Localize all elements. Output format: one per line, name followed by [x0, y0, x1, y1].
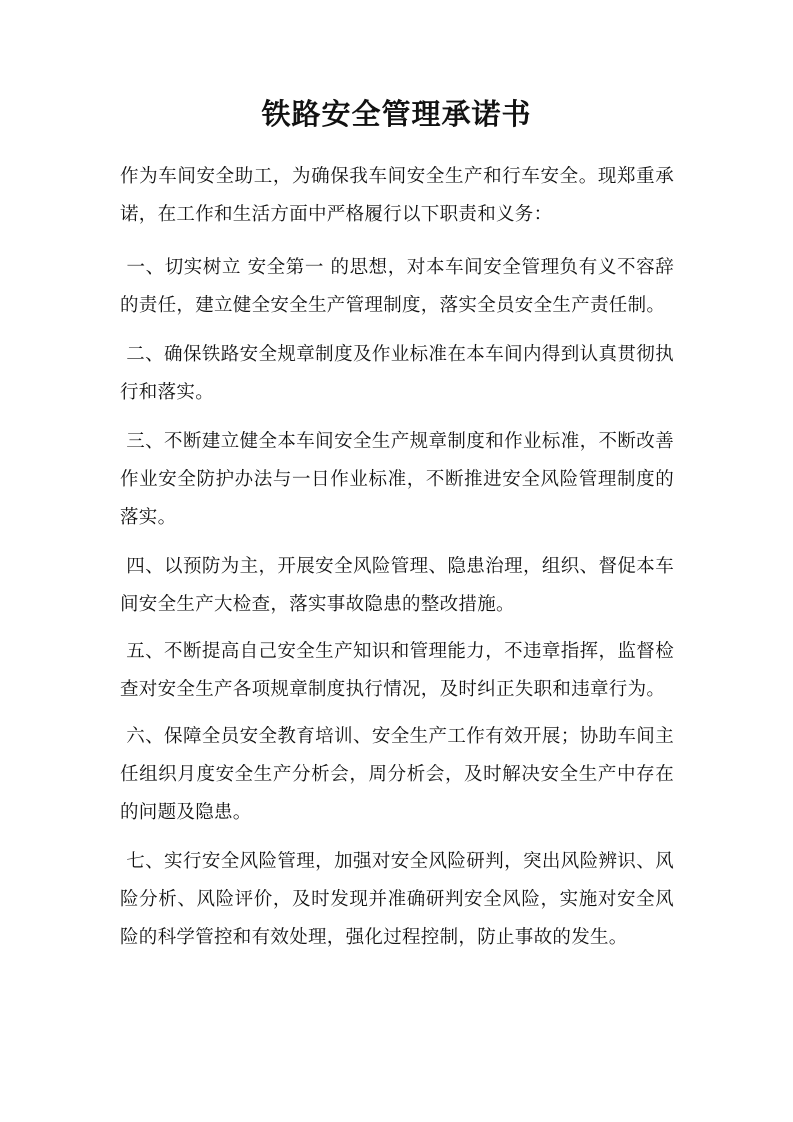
commitment-item-2: 二、确保铁路安全规章制度及作业标准在本车间内得到认真贯彻执行和落实。 — [120, 344, 675, 403]
commitment-item-7: 七、实行安全风险管理，加强对安全风险研判，突出风险辨识、风险分析、风险评价，及时发现并准确研判安全风险，实施对安全风险的科学管控和有效处理，强化过程控制，防止事故的发生。 — [120, 851, 675, 948]
intro-paragraph: 作为车间安全助工，为确保我车间安全生产和行车安全。现郑重承诺，在工作和生活方面中严格履行以下职责和义务： — [120, 166, 674, 225]
document-title: 铁路安全管理承诺书 — [261, 97, 532, 131]
commitment-item-6: 六、保障全员安全教育培训、安全生产工作有效开展；协助车间主任组织月度安全生产分析会，周分析会，及时解决安全生产中存在的问题及隐患。 — [120, 726, 675, 823]
commitment-item-3: 三、不断建立健全本车间安全生产规章制度和作业标准，不断改善作业安全防护办法与一日作业标准，不断推进安全风险管理制度的落实。 — [120, 431, 675, 528]
commitment-item-1: 一、切实树立 安全第一 的思想，对本车间安全管理负有义不容辞的责任，建立健全安全生产管理制度，落实全员安全生产责任制。 — [120, 257, 674, 316]
commitment-item-5: 五、不断提高自己安全生产知识和管理能力，不违章指挥，监督检查对安全生产各项规章制度执行情况，及时纠正失职和违章行为。 — [120, 641, 675, 700]
commitment-item-4: 四、以预防为主，开展安全风险管理、隐患治理，组织、督促本车间安全生产大检查，落实事故隐患的整改措施。 — [120, 556, 675, 615]
